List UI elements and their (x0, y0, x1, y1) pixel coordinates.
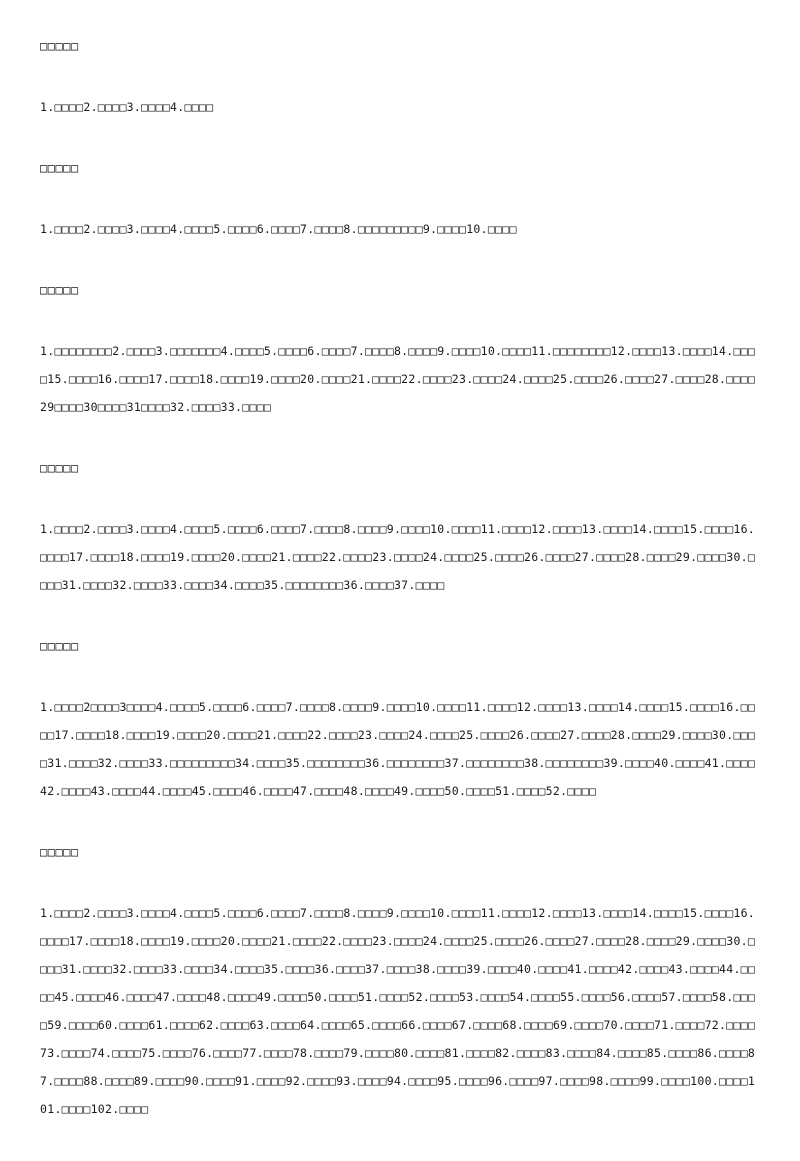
section-3 (40, 281, 760, 421)
section-body: 1.□□□□2.□□□□3.□□□□4.□□□□5.□□□□6.□□□□7.□□□□8.□□□□9.□□□□10.□□□□11.□□□□12.□□□□13.□□□□14.□□□□15.□□□□16.□□□□17.□□□□18.□□□□19.□□□□20.□□□□21.□□□□22.□□□□23.□□□□24.□□□□25.□□□□26.□□□□27.□□□□28.□□□□29.□□□□30.□□□□31.□□□□32.□□□□33.□□□□34.□□□□35.□□□□36.□□□□37.□□□□38.□□□□39.□□□□40.□□□□41.□□□□42.□□□□43.□□□□44.□□□□45.□□□□46.□□□□47.□□□□48.□□□□49.□□□□50.□□□□51.□□□□52.□□□□53.□□□□54.□□□□55.□□□□56.□□□□57.□□□□58.□□□□59.□□□□60.□□□□61.□□□□62.□□□□63.□□□□64.□□□□65.□□□□66.□□□□67.□□□□68.□□□□69.□□□□70.□□□□71.□□□□72.□□□□73.□□□□74.□□□□75.□□□□76.□□□□77.□□□□78.□□□□79.□□□□80.□□□□81.□□□□82.□□□□83.□□□□84.□□□□85.□□□□86.□□□□87.□□□□88.□□□□89.□□□□90.□□□□91.□□□□92.□□□□93.□□□□94.□□□□95.□□□□96.□□□□97.□□□□98.□□□□99.□□□□100.□□□□101.□□□□102.□□□□ (40, 906, 756, 1116)
section-2 (40, 159, 760, 243)
section-heading: □□□□□ (40, 461, 79, 475)
section-heading: □□□□□ (40, 845, 79, 859)
section-heading: □□□□□ (40, 283, 79, 297)
section-5 (40, 637, 760, 805)
section-body: 1.□□□□2.□□□□3.□□□□4.□□□□5.□□□□6.□□□□7.□□□□8.□□□□□□□□□9.□□□□10.□□□□ (40, 222, 517, 236)
section-heading: □□□□□ (40, 161, 79, 175)
section-4 (40, 459, 760, 599)
section-1 (40, 37, 760, 121)
section-heading: □□□□□ (40, 639, 79, 653)
section-heading: □□□□□ (40, 39, 79, 53)
section-6 (40, 843, 760, 1123)
section-body: 1.□□□□2.□□□□3.□□□□4.□□□□ (40, 100, 214, 114)
section-body: 1.□□□□□□□□2.□□□□3.□□□□□□□4.□□□□5.□□□□6.□□□□7.□□□□8.□□□□9.□□□□10.□□□□11.□□□□□□□□12.□□□□13.□□□□14.□□□□15.□□□□16.□□□□17.□□□□18.□□□□19.□□□□20.□□□□21.□□□□22.□□□□23.□□□□24.□□□□25.□□□□26.□□□□27.□□□□28.□□□□29□□□□30□□□□31□□□□32.□□□□33.□□□□ (40, 344, 756, 414)
document-page (40, 37, 760, 1161)
section-body: 1.□□□□2.□□□□3.□□□□4.□□□□5.□□□□6.□□□□7.□□□□8.□□□□9.□□□□10.□□□□11.□□□□12.□□□□13.□□□□14.□□□□15.□□□□16.□□□□17.□□□□18.□□□□19.□□□□20.□□□□21.□□□□22.□□□□23.□□□□24.□□□□25.□□□□26.□□□□27.□□□□28.□□□□29.□□□□30.□□□□31.□□□□32.□□□□33.□□□□34.□□□□35.□□□□□□□□36.□□□□37.□□□□ (40, 522, 756, 592)
section-body: 1.□□□□2□□□□3□□□□4.□□□□5.□□□□6.□□□□7.□□□□8.□□□□9.□□□□10.□□□□11.□□□□12.□□□□13.□□□□14.□□□□15.□□□□16.□□□□17.□□□□18.□□□□19.□□□□20.□□□□21.□□□□22.□□□□23.□□□□24.□□□□25.□□□□26.□□□□27.□□□□28.□□□□29.□□□□30.□□□□31.□□□□32.□□□□33.□□□□□□□□□34.□□□□35.□□□□□□□□36.□□□□□□□□37.□□□□□□□□38.□□□□□□□□39.□□□□40.□□□□41.□□□□42.□□□□43.□□□□44.□□□□45.□□□□46.□□□□47.□□□□48.□□□□49.□□□□50.□□□□51.□□□□52.□□□□ (40, 700, 756, 798)
